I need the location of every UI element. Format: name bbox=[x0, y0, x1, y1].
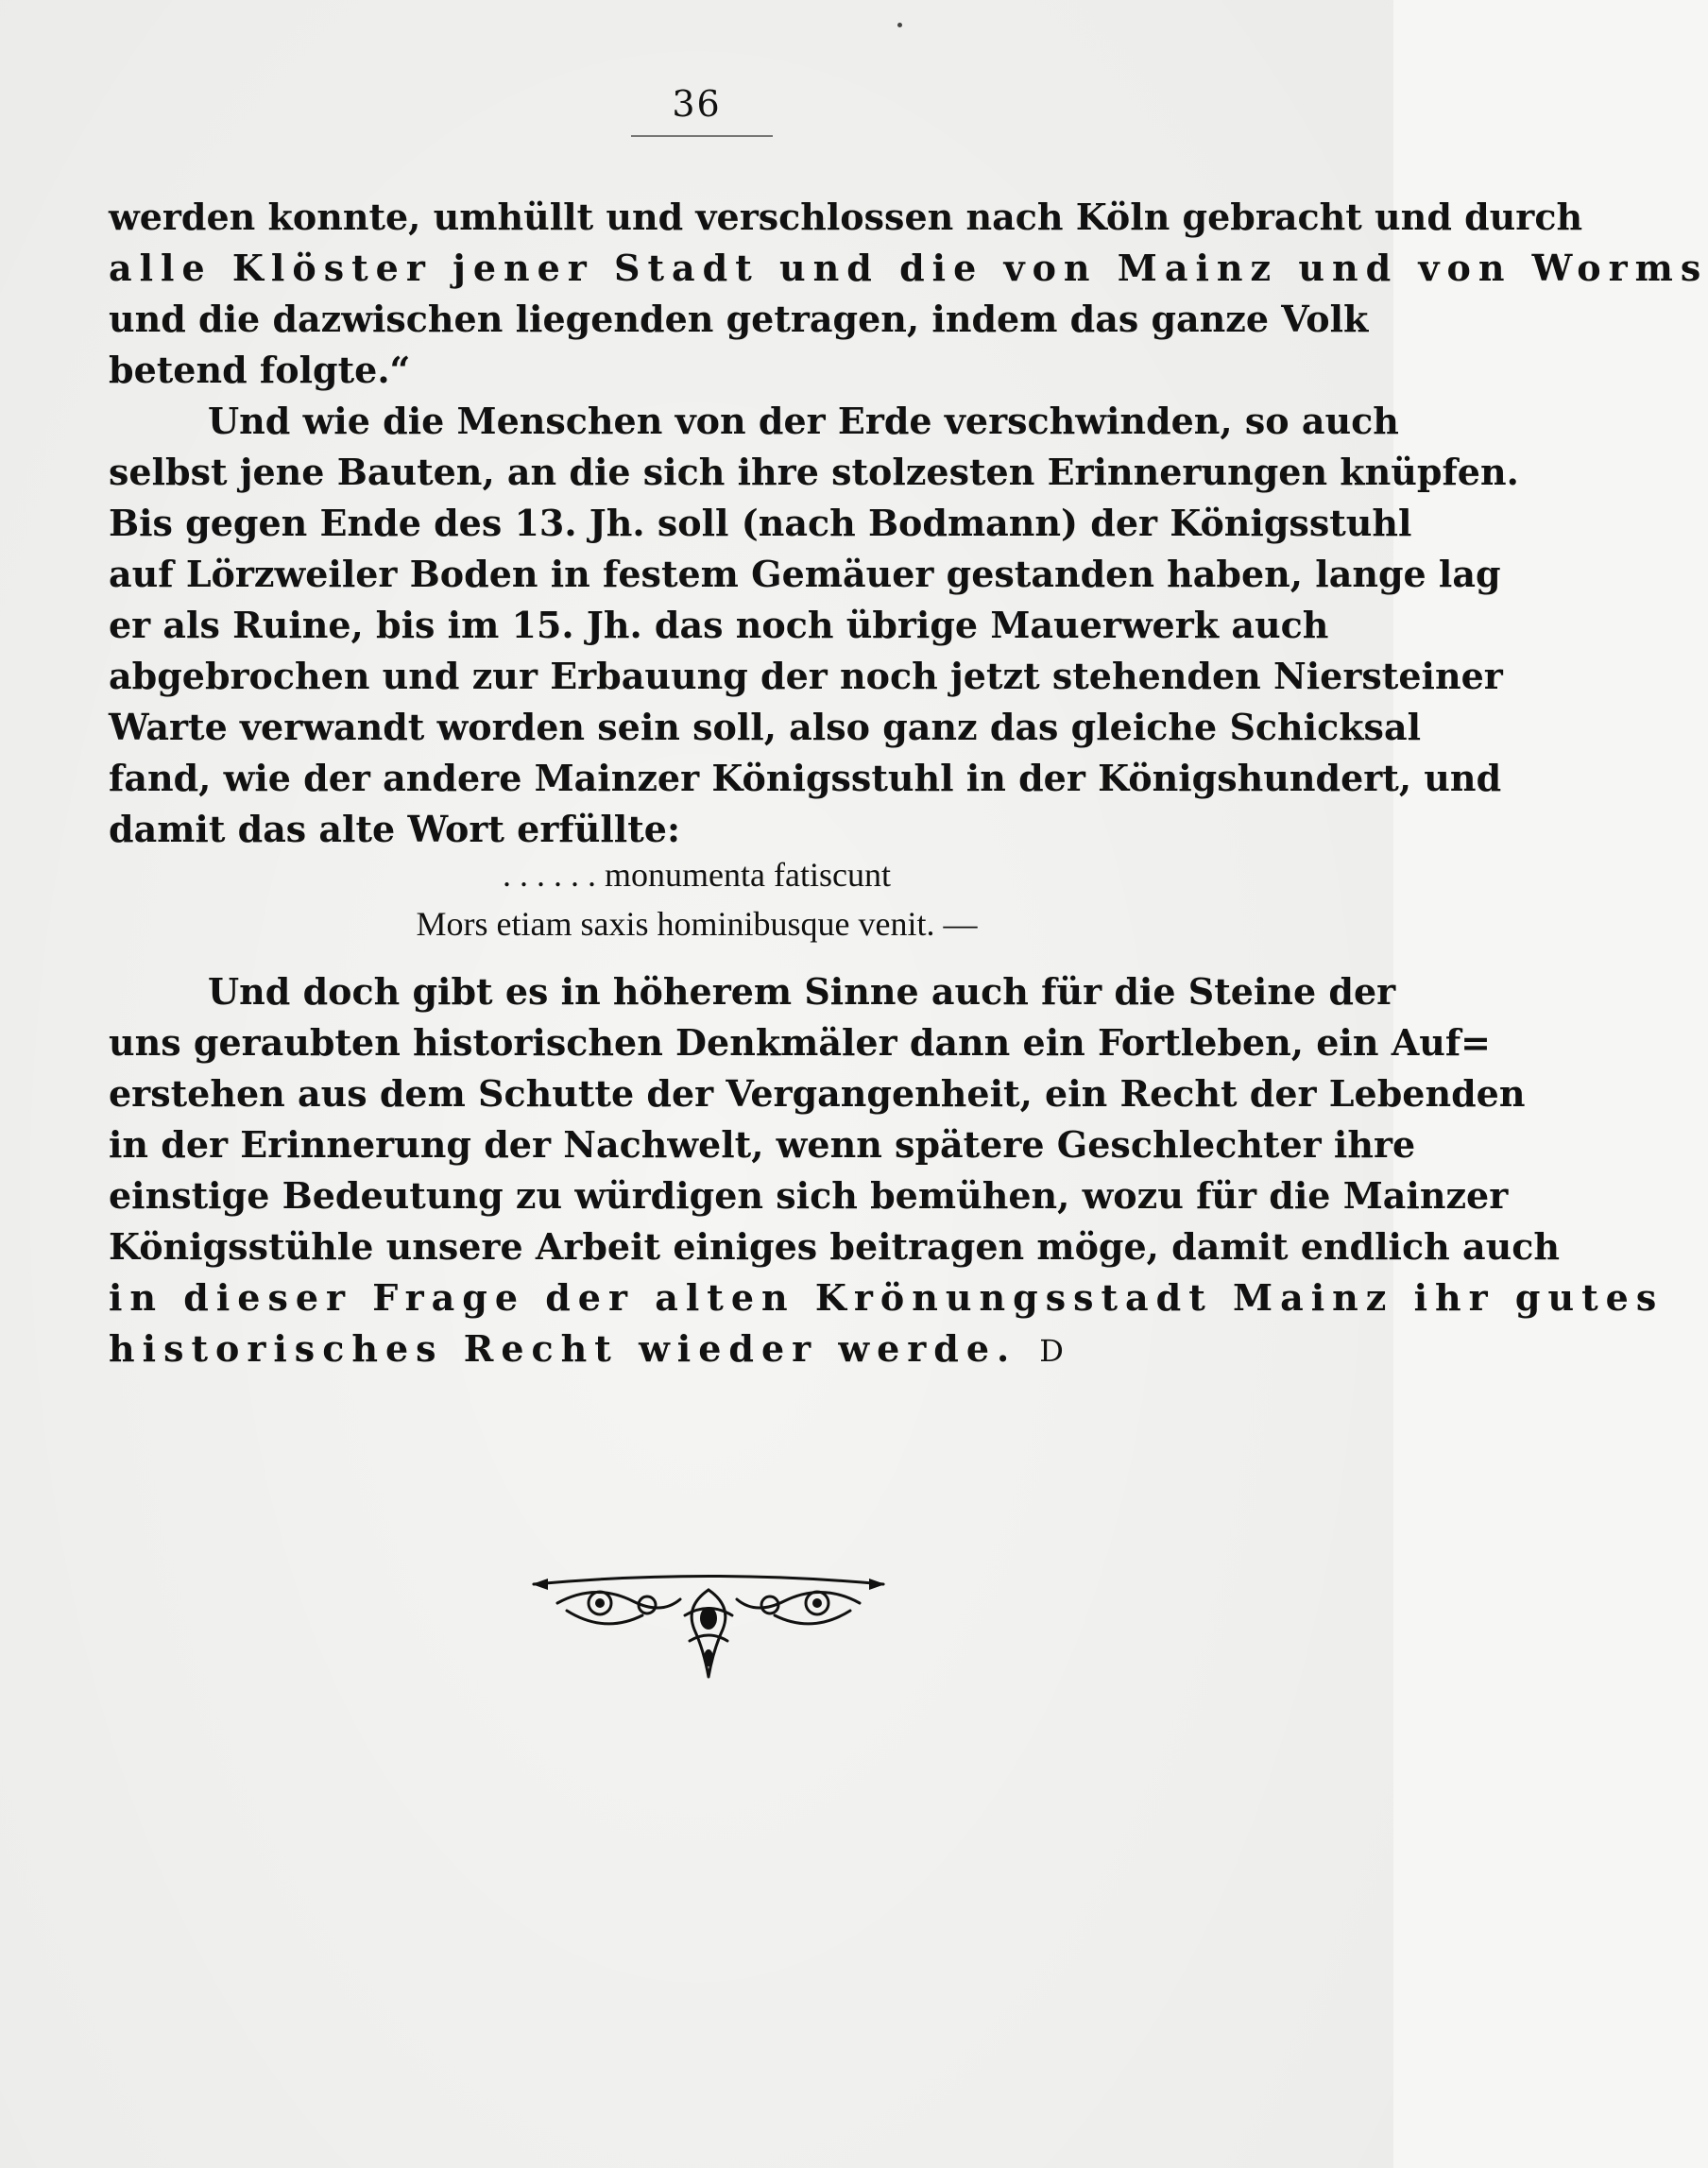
text-line: damit das alte Wort erfüllte: bbox=[109, 808, 680, 850]
paragraph-1 bbox=[109, 192, 1708, 396]
text-line: selbst jene Bauten, an die sich ihre stolzesten Erinnerungen knüpfen. bbox=[109, 451, 1519, 493]
end-mark: D bbox=[1039, 1333, 1064, 1369]
page-number: 36 bbox=[672, 83, 722, 125]
text-line: in der Erinnerung der Nachwelt, wenn spätere Geschlechter ihre bbox=[109, 1123, 1416, 1166]
ink-speck bbox=[897, 23, 902, 27]
text-line: Und doch gibt es in höherem Sinne auch für die Steine der bbox=[208, 970, 1396, 1013]
text-line: auf Lörzweiler Boden in festem Gemäuer gestanden haben, lange lag bbox=[109, 553, 1501, 595]
text-line: Königsstühle unsere Arbeit einiges beitragen möge, damit endlich auch bbox=[109, 1225, 1560, 1268]
text-line: und die dazwischen liegenden getragen, indem das ganze Volk bbox=[109, 298, 1369, 340]
text-line: Bis gegen Ende des 13. Jh. soll (nach Bodmann) der Königsstuhl bbox=[109, 502, 1412, 544]
text-line: Und wie die Menschen von der Erde verschwinden, so auch bbox=[208, 400, 1399, 442]
text-line: Warte verwandt worden sein soll, also ganz das gleiche Schicksal bbox=[109, 706, 1422, 748]
text-line: uns geraubten historischen Denkmäler dann ein Fortleben, ein Auf= bbox=[109, 1021, 1492, 1064]
text-line: werden konnte, umhüllt und verschlossen nach Köln gebracht und durch bbox=[109, 196, 1583, 238]
text-line-last: historisches Recht wieder werde. bbox=[109, 1327, 1017, 1370]
text-line: abgebrochen und zur Erbauung der noch jetzt stehenden Niersteiner bbox=[109, 655, 1503, 697]
floral-vignette-icon bbox=[529, 1563, 888, 1686]
text-line bbox=[109, 1323, 1285, 1374]
latin-quote-line-1: . . . . . . monumenta fatiscunt bbox=[503, 856, 891, 894]
text-line: in dieser Frage der alten Krönungsstadt Mainz ihr gutes bbox=[109, 1276, 1665, 1319]
text-line: betend folgte.“ bbox=[109, 349, 411, 391]
paragraph-3 bbox=[109, 966, 1665, 1374]
text-line: alle Klöster jener Stadt und die von Mainz und von Worms bbox=[109, 247, 1708, 289]
text-line: fand, wie der andere Mainzer Königsstuhl in der Königshundert, und bbox=[109, 757, 1502, 799]
paragraph-2 bbox=[109, 396, 1519, 855]
text-line: er als Ruine, bis im 15. Jh. das noch übrige Mauerwerk auch bbox=[109, 604, 1329, 646]
page-number-rule bbox=[631, 135, 773, 137]
text-line: erstehen aus dem Schutte der Vergangenheit, ein Recht der Lebenden bbox=[109, 1072, 1526, 1115]
text-line: einstige Bedeutung zu würdigen sich bemühen, wozu für die Mainzer bbox=[109, 1174, 1509, 1217]
latin-quote-line-2: Mors etiam saxis hominibusque venit. — bbox=[416, 905, 978, 943]
